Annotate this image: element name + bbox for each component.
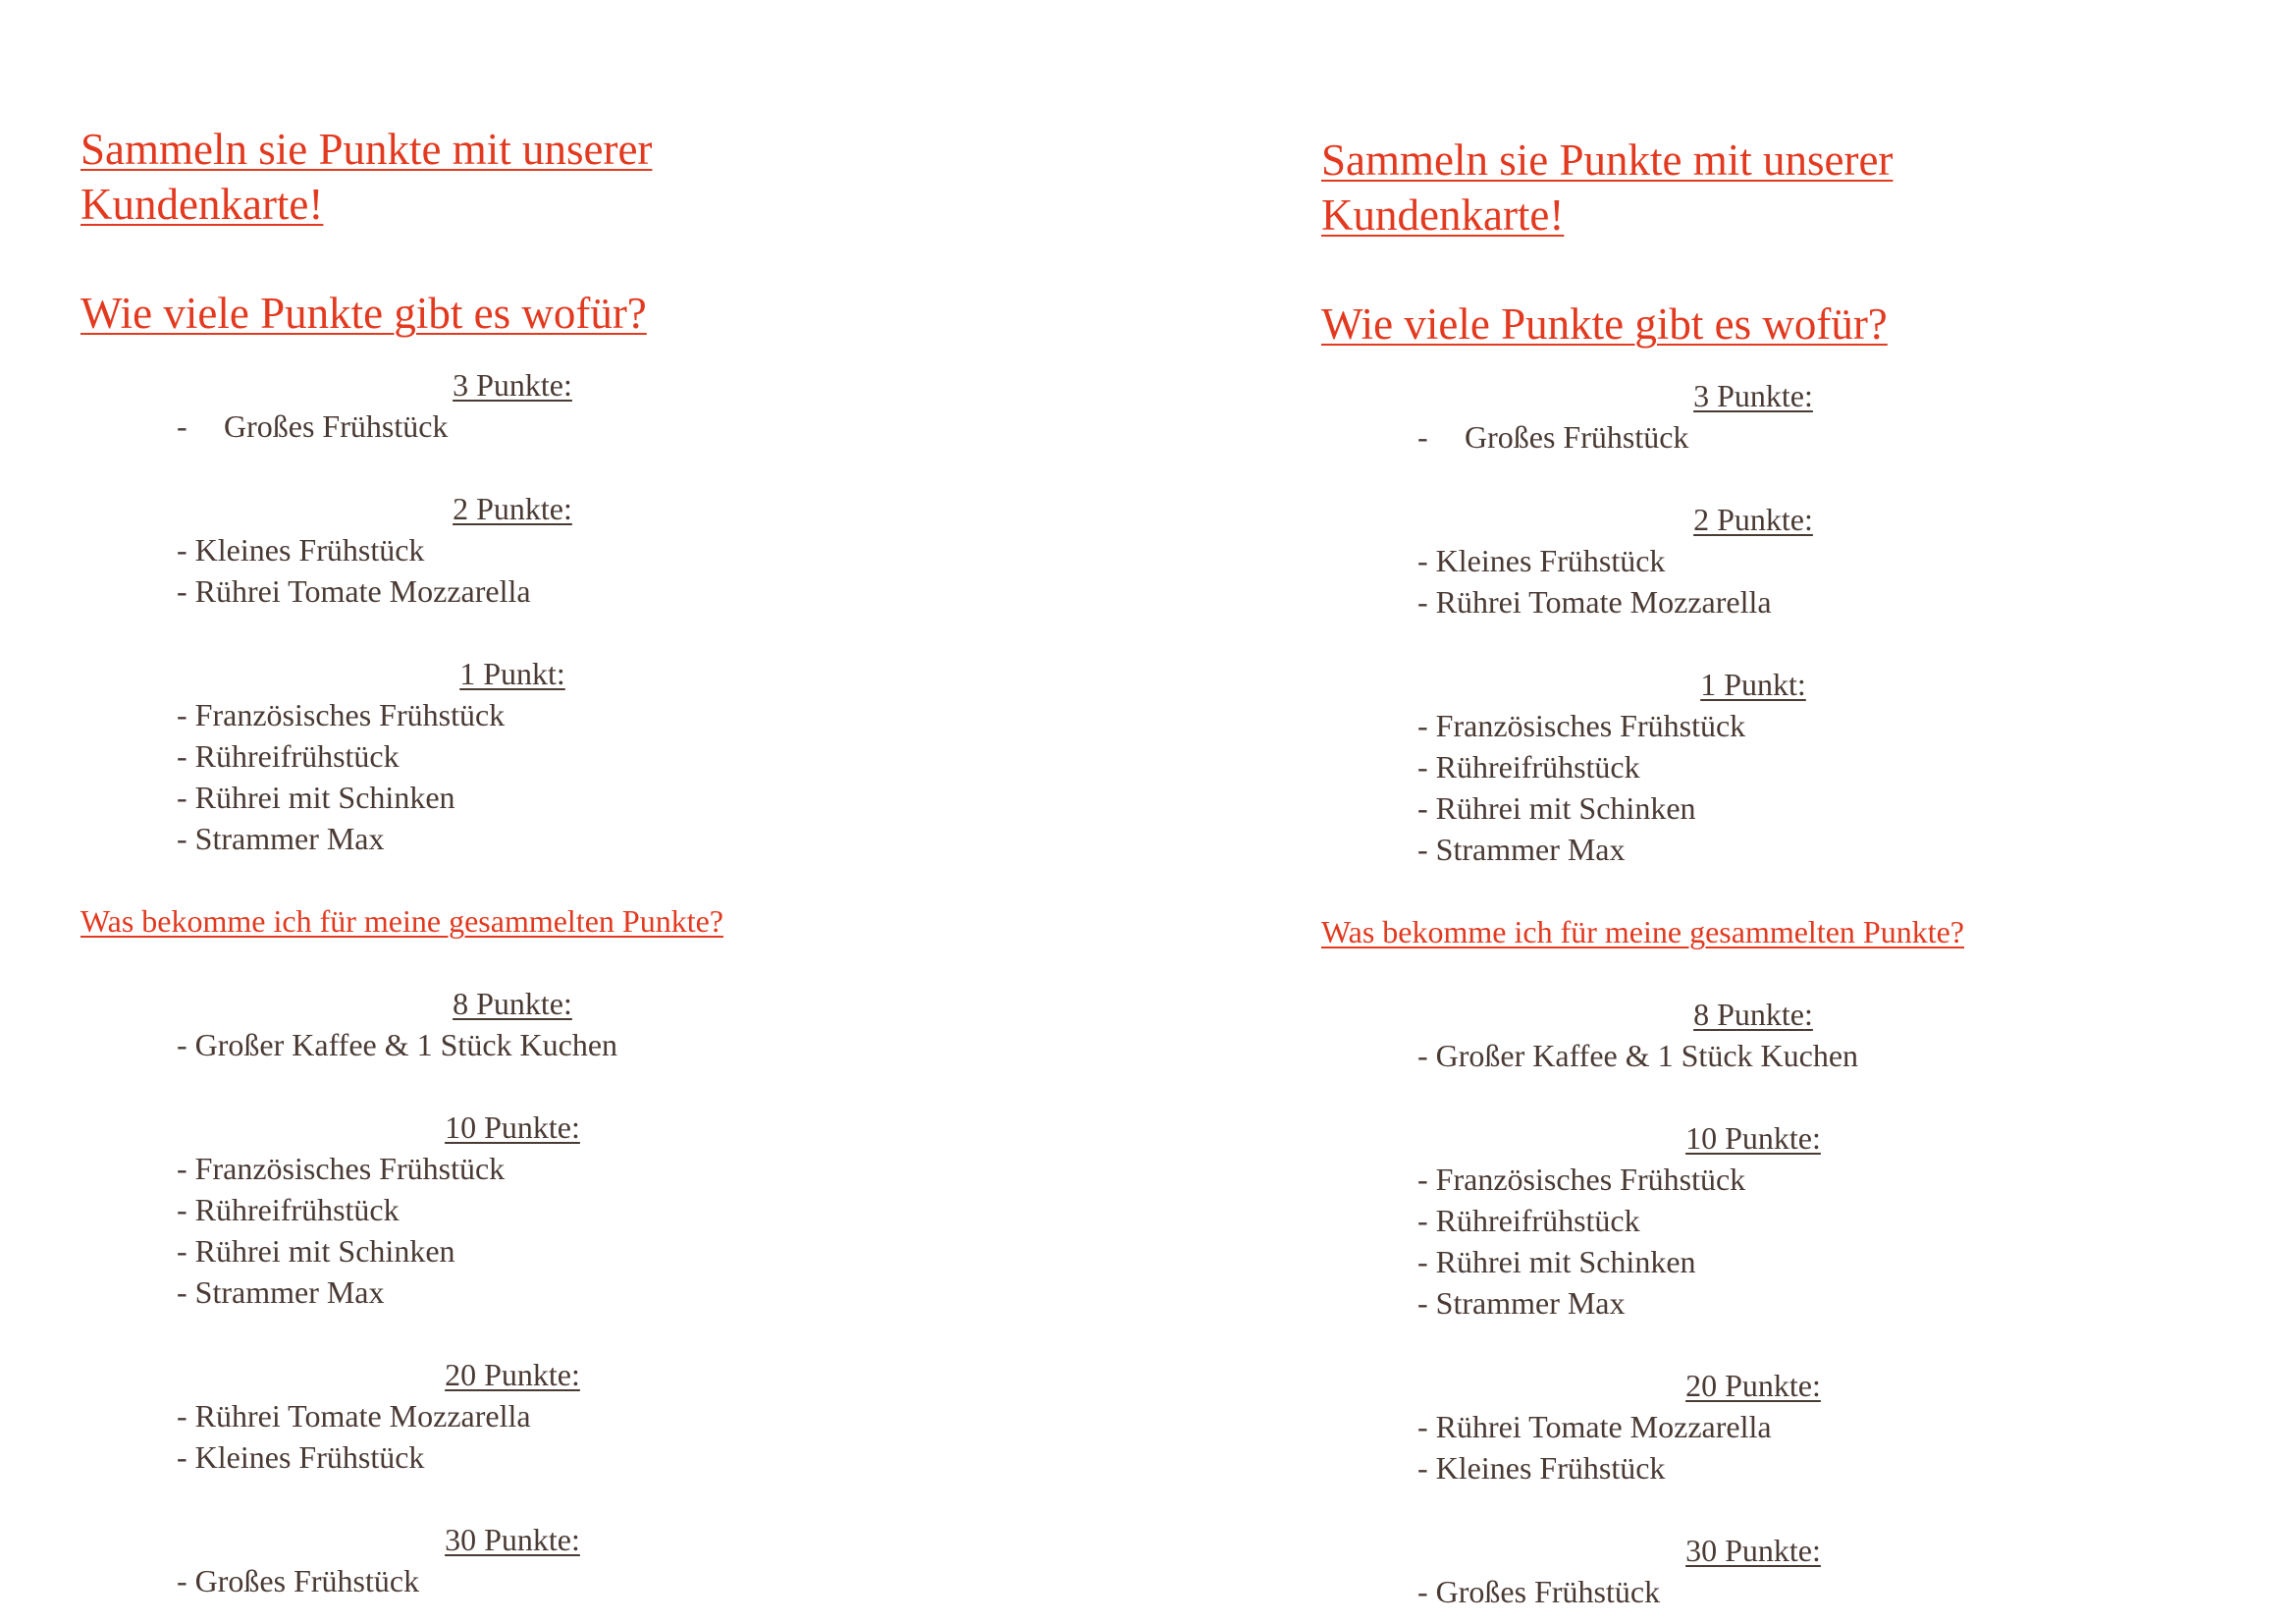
group-heading: 10 Punkte: bbox=[1685, 1120, 1821, 1156]
earn-group bbox=[1321, 664, 2296, 870]
redeem-question: Was bekomme ich für meine gesammelten Punkte? bbox=[1321, 914, 1964, 949]
group-heading: 20 Punkte: bbox=[1685, 1368, 1821, 1403]
list-item: - Kleines Frühstück bbox=[1417, 1450, 1666, 1486]
list-item: - Rührei Tomate Mozzarella bbox=[177, 1398, 531, 1434]
list-item: - Französisches Frühstück bbox=[177, 1151, 506, 1186]
flyer-title-line2: Kundenkarte! bbox=[1321, 190, 1565, 240]
list-item: - Rühreifrühstück bbox=[177, 1192, 400, 1227]
list-item: - Rühreifrühstück bbox=[1417, 1203, 1640, 1238]
redeem-group bbox=[80, 1354, 1062, 1478]
list-item: - Kleines Frühstück bbox=[177, 532, 425, 568]
earn-group bbox=[80, 653, 1062, 859]
redeem-group bbox=[80, 1519, 1062, 1601]
list-item: - Großes Frühstück bbox=[1417, 1574, 1661, 1609]
redeem-group bbox=[1321, 994, 2296, 1076]
list-item: - Rühreifrühstück bbox=[1417, 749, 1640, 784]
flyer-left bbox=[80, 122, 1062, 1601]
redeem-question: Was bekomme ich für meine gesammelten Punkte? bbox=[80, 903, 723, 939]
group-heading: 1 Punkt: bbox=[1700, 667, 1806, 702]
earn-group bbox=[1321, 499, 2296, 622]
redeem-group bbox=[1321, 1530, 2296, 1612]
list-item: - Kleines Frühstück bbox=[1417, 543, 1666, 578]
flyer-subtitle: Wie viele Punkte gibt es wofür? bbox=[80, 289, 647, 338]
list-item: - Strammer Max bbox=[177, 821, 385, 856]
list-item: - Großes Frühstück bbox=[177, 408, 449, 444]
group-heading: 1 Punkt: bbox=[459, 656, 565, 691]
list-item: - Rührei mit Schinken bbox=[177, 780, 455, 815]
redeem-group bbox=[80, 1107, 1062, 1313]
list-item: - Strammer Max bbox=[177, 1274, 385, 1310]
redeem-group bbox=[1321, 1117, 2296, 1324]
list-item: - Strammer Max bbox=[1417, 1285, 1626, 1321]
group-heading: 2 Punkte: bbox=[1693, 502, 1813, 537]
list-item: - Rührei mit Schinken bbox=[1417, 790, 1696, 826]
group-heading: 8 Punkte: bbox=[453, 986, 572, 1021]
list-item: - Kleines Frühstück bbox=[177, 1439, 425, 1475]
list-item: - Französisches Frühstück bbox=[1417, 1162, 1746, 1197]
list-item: - Französisches Frühstück bbox=[1417, 708, 1746, 743]
group-heading: 20 Punkte: bbox=[445, 1357, 580, 1392]
earn-group bbox=[80, 364, 1062, 447]
group-heading: 3 Punkte: bbox=[453, 367, 572, 403]
redeem-group bbox=[1321, 1365, 2296, 1488]
redeem-group bbox=[80, 983, 1062, 1065]
list-item: - Großer Kaffee & 1 Stück Kuchen bbox=[1417, 1038, 1859, 1073]
list-item: - Großes Frühstück bbox=[177, 1563, 420, 1598]
list-item: - Französisches Frühstück bbox=[177, 697, 506, 732]
list-item: - Rührei mit Schinken bbox=[1417, 1244, 1696, 1279]
group-heading: 2 Punkte: bbox=[453, 491, 572, 526]
group-heading: 30 Punkte: bbox=[1685, 1533, 1821, 1568]
list-item: - Strammer Max bbox=[1417, 832, 1626, 867]
group-heading: 10 Punkte: bbox=[445, 1109, 580, 1145]
list-item: - Rührei Tomate Mozzarella bbox=[1417, 1409, 1772, 1444]
flyer-title-line2: Kundenkarte! bbox=[80, 180, 324, 229]
list-item: - Großes Frühstück bbox=[1417, 419, 1689, 455]
list-item: - Großer Kaffee & 1 Stück Kuchen bbox=[177, 1027, 618, 1062]
list-item: - Rührei Tomate Mozzarella bbox=[177, 573, 531, 609]
earn-group bbox=[1321, 375, 2296, 458]
group-heading: 3 Punkte: bbox=[1693, 378, 1813, 413]
list-item: - Rührei mit Schinken bbox=[177, 1233, 455, 1269]
flyer-title-line1: Sammeln sie Punkte mit unserer bbox=[80, 125, 653, 174]
group-heading: 30 Punkte: bbox=[445, 1522, 580, 1557]
list-item: - Rühreifrühstück bbox=[177, 738, 400, 774]
group-heading: 8 Punkte: bbox=[1693, 997, 1813, 1032]
flyer-title-line1: Sammeln sie Punkte mit unserer bbox=[1321, 135, 1894, 185]
flyer-subtitle: Wie viele Punkte gibt es wofür? bbox=[1321, 299, 1888, 349]
list-item: - Rührei Tomate Mozzarella bbox=[1417, 584, 1772, 620]
flyer-right bbox=[1321, 133, 2296, 1612]
earn-group bbox=[80, 488, 1062, 612]
